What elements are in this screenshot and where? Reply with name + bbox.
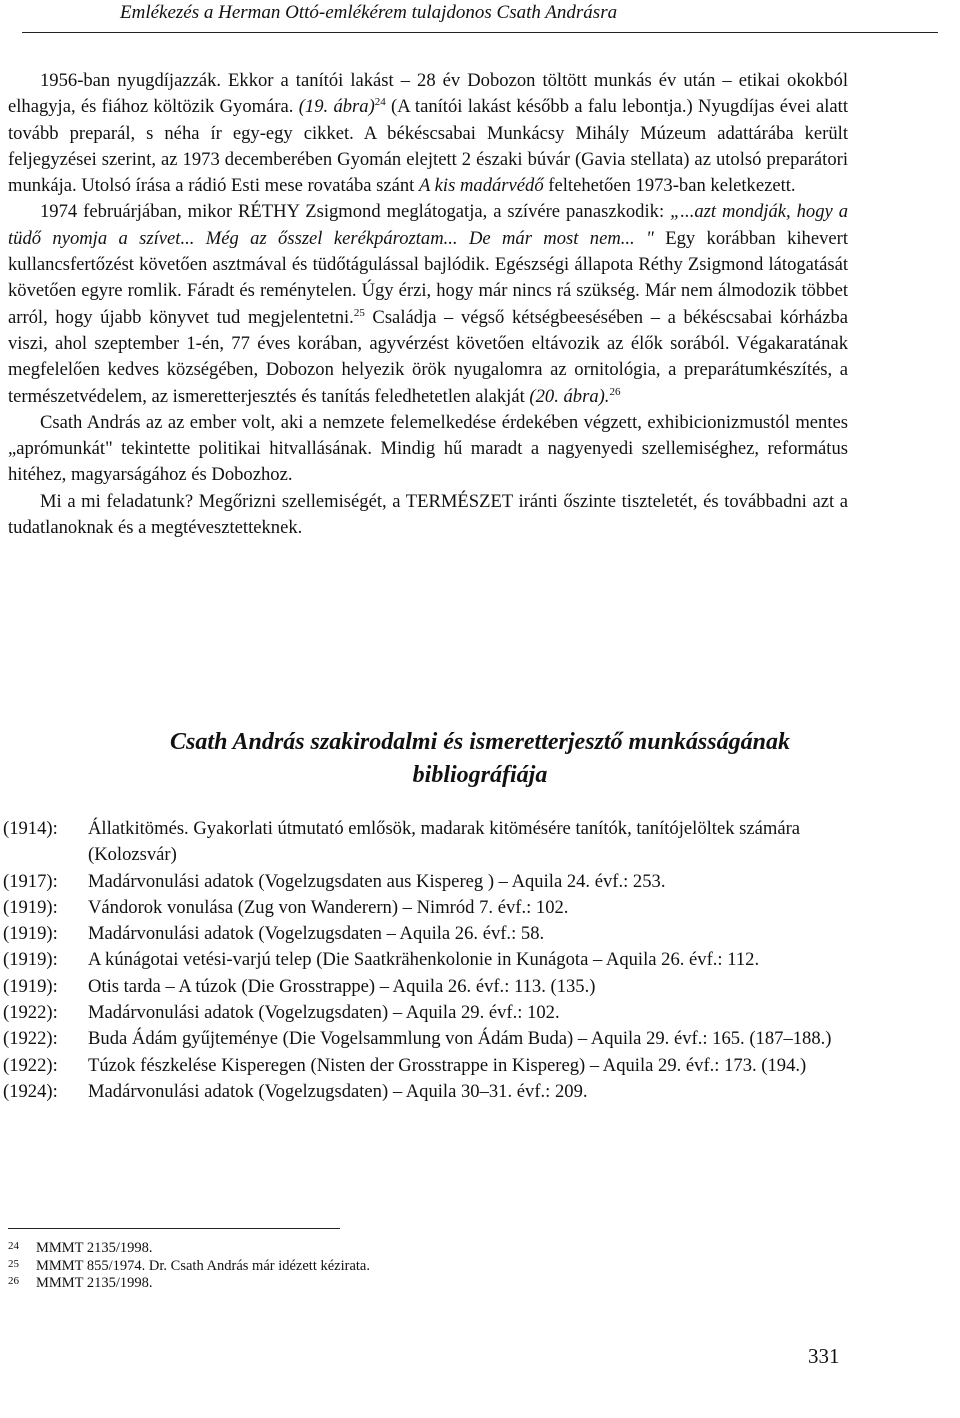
paragraph-4: Mi a mi feladatunk? Megőrizni szellemiségét, a TERMÉSZET iránti őszinte tiszteletét, és továbbadni azt a tudatlanoknak és a megtévesztetteknek. <box>8 490 848 539</box>
footnotes <box>8 1240 370 1293</box>
footnote-ref-25[interactable]: 25 <box>353 306 365 319</box>
quotation: „...azt mondják, hogy a tüdő nyomja a szívet... Még az ősszel kerékpároztam... De már most nem... " <box>8 201 848 249</box>
bibliography-year: (1922): <box>3 1002 58 1024</box>
paragraph-1-text-c: feltehetően 1973-ban keletkezett. <box>543 175 796 197</box>
bibliography-year: (1917): <box>3 870 58 892</box>
section-title-line-1: Csath András szakirodalmi és ismeretterjesztő munkásságának <box>170 729 790 755</box>
footnote-ref-26[interactable]: 26 <box>609 385 621 398</box>
paragraph-3: Csath András az az ember volt, aki a nemzete felemelkedése érdekében végzett, exhibicionizmustól mentes „aprómunkát" tekintette politikai hitvallásának. Mindig hű maradt a nagyenyedi szellemiséghez, református hitéhez, magyarságához és Dobozhoz. <box>8 411 848 486</box>
bibliography-list <box>0 816 848 1105</box>
paragraph-2 <box>8 199 848 409</box>
bibliography-entry <box>0 869 848 895</box>
footnote-text: MMMT 2135/1998. <box>36 1275 153 1292</box>
footnote-ref-24[interactable]: 24 <box>374 96 386 109</box>
bibliography-citation: Madárvonulási adatok (Vogelzugsdaten) – Aquila 29. évf.: 102. <box>88 1002 560 1024</box>
work-title: A kis madárvédő <box>419 175 544 197</box>
footnote-number: 26 <box>8 1275 19 1288</box>
footnote-26 <box>8 1275 370 1293</box>
footnote-text: MMMT 2135/1998. <box>36 1240 153 1256</box>
figure-ref-20: (20. ábra). <box>529 385 610 407</box>
section-title <box>0 726 960 792</box>
paragraph-2-text-b: Egy korábban kihevert kullancsfertőzést követően asztmával és tüdőtágulással bajlódik. Egészségi állapota Réthy Zsigmond látogatását követően egyre romlik. Fáradt és reménytelen. Úgy érzi, hogy már nincs rá szükség. Már nem álmodozik többet arról, hogy újabb könyvet tud megjelentetni. <box>8 227 848 328</box>
bibliography-year: (1922): <box>3 1028 58 1050</box>
bibliography-entry <box>0 1079 848 1105</box>
bibliography-entry <box>0 895 848 921</box>
page-number: 331 <box>808 1344 840 1368</box>
running-header <box>22 0 938 40</box>
footnote-25 <box>8 1258 370 1276</box>
bibliography-entry <box>0 947 848 973</box>
paragraph-1-text-a: 1956-ban nyugdíjazzák. Ekkor a tanítói lakást – 28 év Dobozon töltött munkás év után – etikai okokból elhagyja, és fiához költözik Gyomára. <box>8 70 848 118</box>
bibliography-year: (1919): <box>3 896 58 918</box>
bibliography-citation: A kúnágotai vetési-varjú telep (Die Saatkrähenkolonie in Kunágota – Aquila 26. évf.: 112. <box>88 949 760 971</box>
bibliography-citation: Madárvonulási adatok (Vogelzugsdaten) – Aquila 30–31. évf.: 209. <box>88 1080 588 1102</box>
bibliography-citation: Madárvonulási adatok (Vogelzugsdaten aus Kispereg ) – Aquila 24. évf.: 253. <box>88 870 666 892</box>
paragraph-2-text-c: Családja – végső kétségbeesésében – a békéscsabai kórházba viszi, ahol szeptember 1-én, 77 éves korában, agyvérzést követően eltávozik az élők sorából. Végakaratának megfelelően kedves községében, Dobozon helyezik örök nyugalomra az ornitológia, a preparátumkészítés, a természetvédelem, az ismeretterjesztés és tanítás feledhetetlen alakját <box>8 306 849 407</box>
bibliography-year: (1919): <box>3 975 58 997</box>
paragraph-2-text-a: 1974 februárjában, mikor RÉTHY Zsigmond meglátogatja, a szívére panaszkodik: <box>40 201 671 223</box>
footnote-rule <box>8 1228 340 1229</box>
bibliography-entry <box>0 816 848 869</box>
bibliography-year: (1914): <box>3 818 58 839</box>
figure-ref-19: (19. ábra) <box>298 96 375 118</box>
bibliography-entry <box>0 921 848 947</box>
running-header-title: Emlékezés a Herman Ottó-emlékérem tulajdonos Csath Andrásra <box>120 2 618 23</box>
bibliography-citation: Buda Ádám gyűjteménye (Die Vogelsammlung von Ádám Buda) – Aquila 29. évf.: 165. (187–188.) <box>88 1028 832 1050</box>
bibliography-year: (1924): <box>3 1080 58 1102</box>
section-title-line-2: bibliográfiája <box>412 762 548 788</box>
bibliography-citation: Madárvonulási adatok (Vogelzugsdaten – Aquila 26. évf.: 58. <box>88 923 545 945</box>
bibliography-year: (1922): <box>3 1054 58 1076</box>
bibliography-entry <box>0 974 848 1000</box>
footnote-number: 25 <box>8 1257 19 1270</box>
paragraph-1-text-b: (A tanítói lakást később a falu lebontja.) Nyugdíjas évei alatt tovább preparál, s néha ír egy-egy cikket. A békéscsabai Munkácsy Mihály Múzeum adattárába került feljegyzései szerint, az 1973 decemberében Gyomán elejtett 2 északi búvár (Gavia stellata) az utolsó preparátori munkája. Utolsó írása a rádió Esti mese rovatába szánt <box>8 96 848 197</box>
footnote-number: 24 <box>8 1240 19 1252</box>
bibliography-entry <box>0 1026 848 1052</box>
bibliography-entry <box>0 1053 848 1079</box>
paragraph-1 <box>8 68 848 199</box>
bibliography-citation: Túzok fészkelése Kisperegen (Nisten der Grosstrappe in Kispereg) – Aquila 29. évf.: 173. (194.) <box>88 1054 807 1076</box>
body-text <box>8 68 848 541</box>
bibliography-year: (1919): <box>3 923 58 945</box>
bibliography-year: (1919): <box>3 949 58 971</box>
bibliography-citation: Állatkitömés. Gyakorlati útmutató emlősök, madarak kitömésére tanítók, tanítójelöltek számára (Kolozsvár) <box>88 818 801 866</box>
bibliography-citation: Otis tarda – A túzok (Die Grosstrappe) – Aquila 26. évf.: 113. (135.) <box>88 975 596 997</box>
footnote-24 <box>8 1240 370 1258</box>
header-rule <box>22 32 938 33</box>
bibliography-entry <box>0 1000 848 1026</box>
footnote-text: MMMT 855/1974. Dr. Csath András már idézett kézirata. <box>36 1257 370 1274</box>
bibliography-citation: Vándorok vonulása (Zug von Wanderern) – Nimród 7. évf.: 102. <box>88 896 569 918</box>
